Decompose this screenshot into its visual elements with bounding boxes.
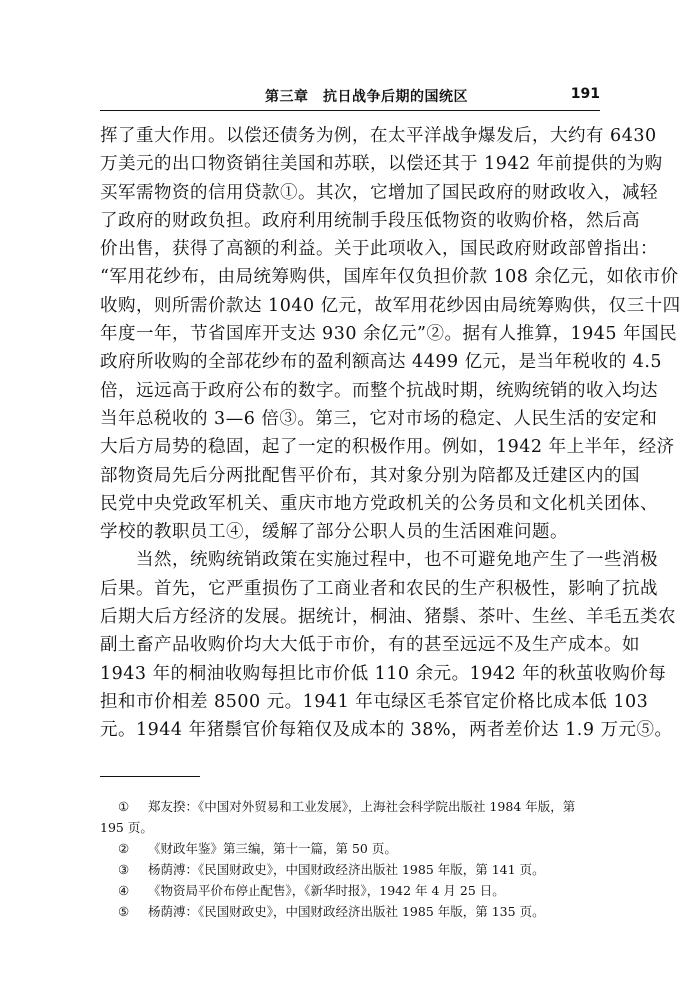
text-line: 大后方局势的稳固，起了一定的积极作用。例如，1942 年上半年，经济 (100, 437, 675, 458)
text-line: 担和市价相差 8500 元。1941 年屯绿区毛茶官定价格比成本低 103 (100, 691, 649, 712)
footnote-mark: ④ (118, 883, 130, 898)
footnote (100, 838, 600, 859)
text-line: 副土畜产品收购价均大大低于市价，有的甚至远远不及生产成本。如 (100, 635, 640, 656)
text-line: 后果。首先，它严重损伤了工商业者和农民的生产积极性，影响了抗战 (100, 578, 658, 599)
footnote-mark: ③ (118, 862, 130, 877)
footnotes (100, 796, 600, 922)
footnote-mark: ② (118, 841, 130, 856)
footnote-text: 《物资局平价布停止配售》，《新华时报》，1942 年 4 月 25 日。 (148, 883, 505, 898)
text-line: 年度一年，节省国库开支达 930 余亿元”②。据有人推算，1945 年国民 (100, 324, 678, 345)
footnote-rule (100, 776, 200, 777)
text-line: 1943 年的桐油收购每担比市价低 110 余元。1942 年的秋茧收购价每 (100, 663, 667, 684)
text-line: “军用花纱布，由局统筹购供，国库年仅负担价款 108 余亿元，如依市价 (100, 267, 679, 288)
footnote-mark: ⑤ (118, 904, 130, 919)
text-line: 元。1944 年猪鬃官价每箱仅及成本的 38%，两者差价达 1.9 万元⑤。 (100, 720, 673, 741)
footnote-text: 杨荫溥：《民国财政史》，中国财政经济出版社 1985 年版，第 141 页。 (148, 862, 545, 877)
text-line: 收购，则所需价款达 1040 亿元，故军用花纱因由局统筹购供，仅三十四 (100, 295, 681, 316)
text-line: 万美元的出口物资销往美国和苏联，以偿还其于 1942 年前提供的为购 (100, 154, 663, 175)
text-line: 民党中央党政军机关、重庆市地方党政机关的公务员和文化机关团体、 (100, 493, 658, 514)
footnote-text: 郑友揆：《中国对外贸易和工业发展》，上海社会科学院出版社 1984 年版，第 (148, 799, 576, 814)
text-line: 价出售，获得了高额的利益。关于此项收入，国民政府财政部曾指出： (100, 239, 658, 260)
footnote (100, 796, 600, 817)
footnote-mark: ① (118, 799, 130, 814)
header-rule (100, 110, 600, 111)
text-line: 了政府的财政负担。政府利用统制手段压低物资的收购价格，然后高 (100, 210, 640, 231)
body-text (100, 122, 681, 745)
footnote (100, 880, 600, 901)
chapter-title: 第三章 抗日战争后期的国统区 (265, 89, 468, 105)
footnote-text: 195 页。 (100, 820, 153, 835)
footnote-text: 杨荫溥：《民国财政史》，中国财政经济出版社 1985 年版，第 135 页。 (148, 904, 545, 919)
text-line: 挥了重大作用。以偿还债务为例，在太平洋战争爆发后，大约有 6430 (100, 126, 657, 146)
footnote-text: 《财政年鉴》第三编，第十一篇，第 50 页。 (148, 841, 397, 856)
running-header (100, 86, 600, 110)
page-number: 191 (570, 86, 600, 102)
text-line-paragraph-start: 当然，统购统销政策在实施过程中，也不可避免地产生了一些消极 (136, 550, 658, 571)
text-line: 政府所收购的全部花纱布的盈利额高达 4499 亿元，是当年税收的 4.5 (100, 352, 663, 373)
text-line: 当年总税收的 3—6 倍③。第三，它对市场的稳定、人民生活的安定和 (100, 408, 658, 429)
text-line: 买军需物资的信用贷款①。其次，它增加了国民政府的财政收入，减轻 (100, 182, 658, 203)
text-line: 后期大后方经济的发展。据统计，桐油、猪鬃、茶叶、生丝、羊毛五类农 (100, 607, 676, 628)
text-line: 学校的教职员工④，缓解了部分公职人员的生活困难问题。 (100, 522, 568, 543)
text-line: 倍，远远高于政府公布的数字。而整个抗战时期，统购统销的收入均达 (100, 380, 658, 401)
text-line: 部物资局先后分两批配售平价布，其对象分别为陪都及迁建区内的国 (100, 465, 640, 486)
footnote (100, 859, 600, 880)
footnote (100, 901, 600, 922)
footnote-continuation (100, 817, 600, 838)
